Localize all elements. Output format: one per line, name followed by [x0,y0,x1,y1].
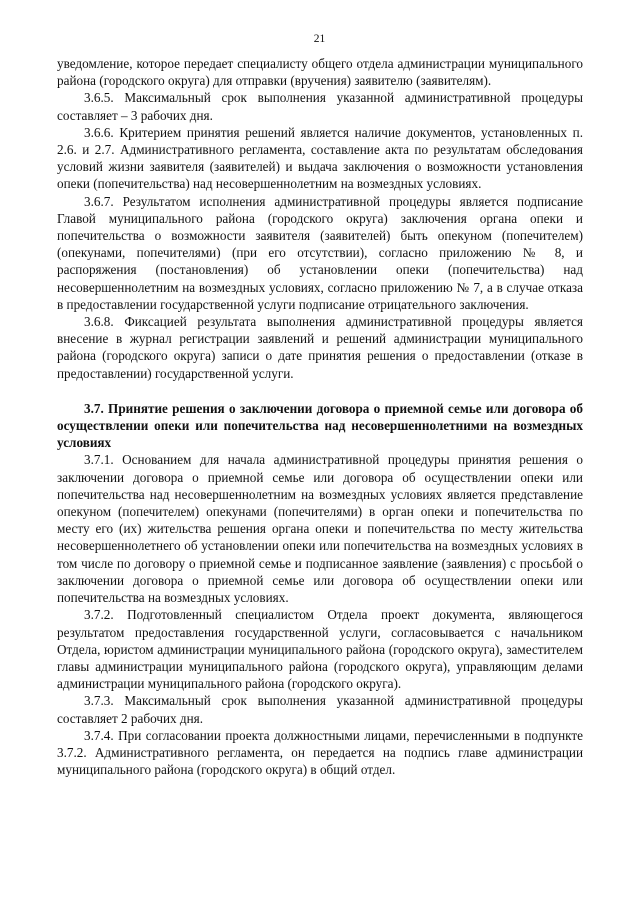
paragraph-continuation: уведомление, которое передает специалисту общего отдела администрации муниципального района (городского округа) для отправки (вручения) заявителю (заявителям). [57,56,583,89]
document-body [57,55,583,778]
paragraph-3-6-8: 3.6.8. Фиксацией результата выполнения административной процедуры является внесение в журнал регистрации заявлений и решений администрации муниципального района (городского округа) записи о дате принятия решения о предоставлении (отказе в предоставлении) государственной услуги. [57,314,583,381]
paragraph-3-6-7: 3.6.7. Результатом исполнения административной процедуры является подписание Главой муниципального района (городского округа) заключения органа опеки и попечительства о возможности заявителя (заявителей) быть опекуном (попечителем) (опекунами, попечителями) (при его отсутствии), согласно приложению № 8, и распоряжения (постановления) об установлении опеки (попечительства) над несовершеннолетним на возмездных условиях, согласно приложению № 7, а в случае отказа в предоставлении государственной услуги подписание отрицательного заключения. [57,193,583,312]
page-number: 21 [313,33,326,45]
paragraph-3-6-5: 3.6.5. Максимальный срок выполнения указанной административной процедуры составляет – 3 рабочих дня. [57,90,583,123]
paragraph-3-7-2: 3.7.2. Подготовленный специалистом Отдела проект документа, являющегося результатом предоставления государственной услуги, согласовывается с начальником Отдела, юристом администрации муниципального района (городского округа), заместителем главы администрации муниципального района (городского округа), управляющим делами администрации муниципального района (городского округа). [57,607,583,692]
paragraph-3-7-1: 3.7.1. Основанием для начала административной процедуры принятия решения о заключении договора о приемной семье или договора об осуществлении опеки или попечительства над несовершеннолетним на возмездных условиях является представление опекуном (попечителем) опекунами (попечителями) в орган опеки и попечительства по месту его (их) жительства решения органа опеки и попечительства по месту жительства несовершеннолетнего об установлении опеки или попечительства на возмездных условиях в том числе по договору о приемной семье и подписанное заявление (заявления) с просьбой о заключении договора о приемной семье или договора об осуществлении опеки или попечительства на возмездных условиях. [57,452,583,606]
paragraph-3-6-6: 3.6.6. Критерием принятия решений является наличие документов, установленных п. 2.6. и 2.7. Административного регламента, составление акта по результатам обследования условий жизни заявителя (заявителей) и выдача заключения о возможности установления опеки (попечительства) над несовершеннолетним на возмездных условиях. [57,124,583,192]
paragraph-3-7-4: 3.7.4. При согласовании проекта должностными лицами, перечисленными в подпункте 3.7.2. Административного регламента, он передается на подпись главе администрации муниципального района (городского округа) в общий отдел. [57,727,583,778]
section-heading-3-7: 3.7. Принятие решения о заключении договора о приемной семье или договора об осуществлении опеки или попечительства над несовершеннолетними на возмездных условиях [57,400,583,451]
paragraph-3-7-3: 3.7.3. Максимальный срок выполнения указанной административной процедуры составляет 2 рабочих дня. [57,693,583,726]
section-gap [57,382,583,400]
